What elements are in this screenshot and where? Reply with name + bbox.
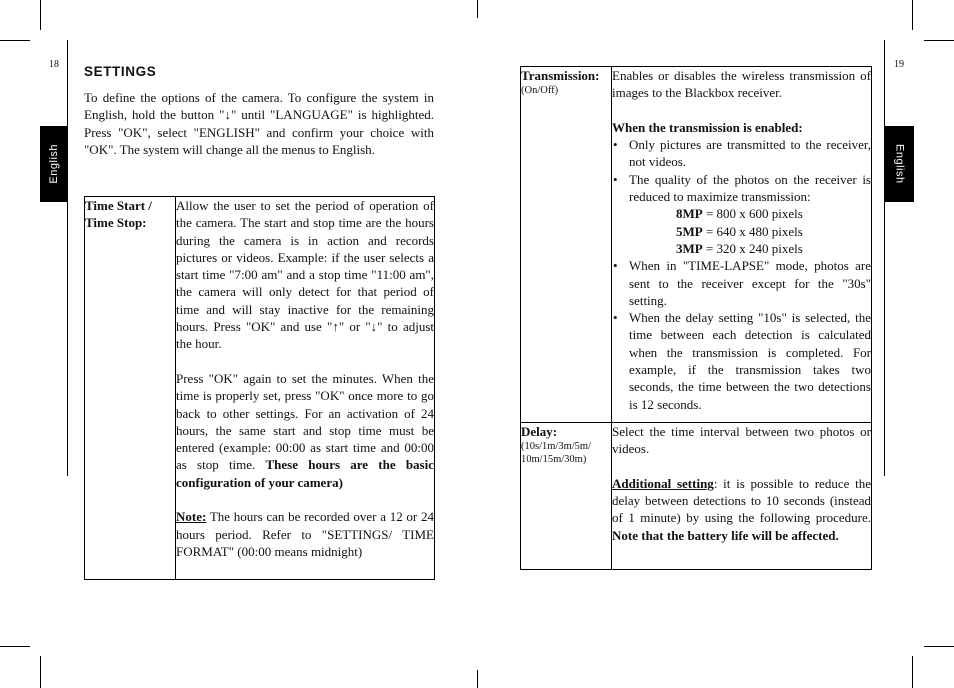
- time-start-label-cell: [85, 197, 176, 580]
- transmission-delay-table: [520, 66, 872, 570]
- intro-paragraph: To define the options of the camera. To configure the system in English, hold the button "↓" until "LANGUAGE" is highlighted. Press "OK", select "ENGLISH" and confirm your choice with "OK". The system will change all the menus to English.: [84, 90, 434, 158]
- time-start-description-cell: [176, 197, 435, 580]
- additional-setting-label: Additional setting: [612, 475, 714, 491]
- list-item: • Only pictures are transmitted to the receiver, not videos.: [612, 136, 871, 171]
- transmission-label-cell: [521, 67, 612, 423]
- crop-mark: [477, 0, 478, 18]
- list-item: • When in "TIME-LAPSE" mode, photos are sent to the receiver except for the "30s" setting.: [612, 257, 871, 309]
- transmission-options: (On/Off): [521, 85, 559, 97]
- crop-mark: [40, 656, 41, 688]
- time-start-minutes-paragraph: [176, 370, 434, 491]
- language-tab-label: English: [893, 144, 906, 184]
- resolution-mp: 5MP: [676, 223, 703, 239]
- crop-mark: [0, 40, 30, 41]
- resolution-size: = 800 x 600 pixels: [702, 206, 803, 222]
- basic-configuration-note: These hours are the basic configuration of your camera): [176, 457, 434, 490]
- crop-mark: [477, 670, 478, 688]
- time-stop-label: Time Stop:: [85, 215, 147, 231]
- battery-note: Note that the battery life will be affected.: [612, 527, 839, 543]
- crop-mark: [0, 646, 30, 647]
- language-tab-label: English: [48, 144, 60, 184]
- crop-mark: [924, 646, 954, 647]
- delay-description: Select the time interval between two photos or videos.: [612, 424, 871, 457]
- transmission-bullet-list: [612, 136, 871, 413]
- crop-mark: [912, 0, 913, 30]
- time-format-note: [176, 508, 434, 560]
- crop-mark: [912, 656, 913, 688]
- quality-text: • The quality of the photos on the receiver is reduced to maximize transmission:: [629, 171, 871, 205]
- delay-label-cell: [521, 423, 612, 570]
- resolution-line: [629, 240, 871, 257]
- note-label: Note:: [176, 509, 207, 525]
- additional-setting-text: : it is possible to reduce the delay between detections to 10 seconds (instead of 1 minute) by using the following procedure.: [612, 475, 871, 526]
- list-item: [612, 171, 871, 257]
- crop-mark: [884, 40, 885, 476]
- transmission-label: Transmission:: [521, 68, 600, 83]
- resolution-mp: 3MP: [676, 240, 703, 256]
- section-heading: SETTINGS: [84, 64, 157, 79]
- list-item: • When the delay setting "10s" is selected, the time between each detection is calculated when the transmission is completed. For example, if the transmission takes two seconds, the time between the two detections is 12 seconds.: [612, 309, 871, 413]
- resolution-line: [629, 223, 871, 240]
- resolution-size: = 320 x 240 pixels: [702, 240, 803, 256]
- resolution-line: [629, 205, 871, 222]
- crop-mark: [924, 40, 954, 41]
- time-start-label: Time Start /: [85, 198, 152, 213]
- transmission-description: Enables or disables the wireless transmission of images to the Blackbox receiver.: [612, 68, 871, 101]
- crop-mark: [40, 0, 41, 30]
- crop-mark: [67, 40, 68, 476]
- time-start-table: [84, 196, 435, 580]
- language-tab-left: [40, 126, 68, 202]
- resolution-mp: 8MP: [676, 206, 703, 222]
- additional-setting-paragraph: [612, 475, 871, 544]
- delay-label: Delay:: [521, 424, 558, 439]
- transmission-description-cell: [612, 67, 872, 423]
- delay-description-cell: [612, 423, 872, 570]
- page-number-left: 18: [49, 59, 59, 70]
- transmission-enabled-heading: When the transmission is enabled:: [612, 119, 803, 135]
- minutes-text: Press "OK" again to set the minutes. When the time is properly set, press "OK" once more to go back to other settings. For an activation of 24 hours, the same start and stop time must be entered (example: 00:00 as start time and 00:00 as stop time.: [176, 370, 434, 473]
- note-text: The hours can be recorded over a 12 or 24 hours period. Refer to "SETTINGS/ TIME FORMAT" (00:00 means midnight): [176, 509, 434, 559]
- resolution-size: = 640 x 480 pixels: [702, 223, 803, 239]
- page-number-right: 19: [894, 59, 904, 70]
- delay-options: (10s/1m/3m/5m/ 10m/15m/30m): [521, 441, 592, 466]
- language-tab-right: [885, 126, 914, 202]
- time-start-paragraph: Allow the user to set the period of operation of the camera. The start and stop time are the hours during the camera is in action and records pictures or videos. Example: if the user selects a start time "7:00 am" and a stop time "11:00 am", the camera will only detect for that period of time and will stay inactive for the remaining hours. Press "OK" and use "↑" or "↓" to adjust the hour.: [176, 198, 434, 352]
